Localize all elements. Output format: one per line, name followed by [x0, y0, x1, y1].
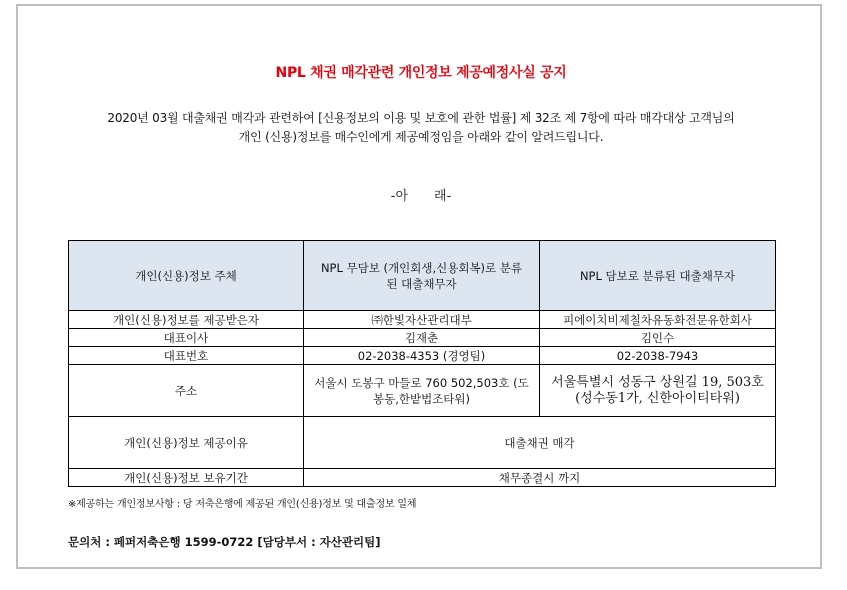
intro-line-1: 2020년 03월 대출채권 매각과 관련하여 [신용정보의 이용 및 보호에 관한 법률] 제 32조 제 7항에 따라 매각대상 고객님의 [107, 111, 735, 125]
row-label-address: 주소 [69, 365, 304, 417]
table-row [69, 469, 776, 487]
info-table [68, 240, 776, 487]
address-secured-line-2: (성수동1가, 신한아이티타워) [575, 390, 740, 406]
row-label-reason: 개인(신용)정보 제공이유 [69, 417, 304, 469]
phone-secured: 02-2038-7943 [540, 347, 776, 365]
row-label-ceo: 대표이사 [69, 329, 304, 347]
table-row [69, 311, 776, 329]
contact-info: 문의처 : 페퍼저축은행 1599-0722 [담당부서 : 자산관리팀] [68, 535, 381, 549]
header-unsecured-line-1: NPL 무담보 (개인회생,신용회복)로 분류 [320, 260, 523, 275]
recipient-secured: 피에이치비제칠차유동화전문유한회사 [540, 311, 776, 329]
notice-intro [48, 109, 794, 147]
below-heading-right: 래- [434, 189, 452, 204]
table-row [69, 347, 776, 365]
below-heading-left: -아 [390, 189, 408, 204]
ceo-unsecured: 김재춘 [304, 329, 540, 347]
table-row [69, 329, 776, 347]
table-header-row [69, 241, 776, 311]
period-value: 채무종결시 까지 [304, 469, 776, 487]
footnote: ※제공하는 개인정보사항 : 당 저축은행에 제공된 개인(신용)정보 및 대출정보 일체 [68, 499, 417, 510]
row-label-phone: 대표번호 [69, 347, 304, 365]
notice-title: NPL 채권 매각관련 개인정보 제공예정사실 공지 [275, 65, 567, 81]
below-heading [18, 185, 824, 204]
header-subject: 개인(신용)정보 주체 [69, 241, 304, 311]
address-unsecured-line-2: 봉동,한밭법조타워) [372, 391, 470, 406]
address-secured-line-1: 서울특별시 성동구 상원길 19, 503호 [551, 374, 764, 390]
reason-value: 대출채권 매각 [304, 417, 776, 469]
address-unsecured [304, 365, 540, 417]
header-unsecured [304, 241, 540, 311]
row-label-period: 개인(신용)정보 보유기간 [69, 469, 304, 487]
table-row [69, 365, 776, 417]
header-secured: NPL 담보로 분류된 대출채무자 [540, 241, 776, 311]
phone-unsecured: 02-2038-4353 (경영팀) [304, 347, 540, 365]
row-label-recipient: 개인(신용)정보를 제공받은자 [69, 311, 304, 329]
address-unsecured-line-1: 서울시 도봉구 마들로 760 502,503호 (도 [314, 375, 529, 390]
address-secured [540, 365, 776, 417]
header-unsecured-line-2: 된 대출채무자 [386, 276, 457, 291]
table-row [69, 417, 776, 469]
recipient-unsecured: ㈜한빛자산관리대부 [304, 311, 540, 329]
ceo-secured: 김인수 [540, 329, 776, 347]
notice-frame [16, 4, 822, 569]
intro-line-2: 개인 (신용)정보를 매수인에게 제공예정임을 아래와 같이 알려드립니다. [238, 130, 604, 144]
